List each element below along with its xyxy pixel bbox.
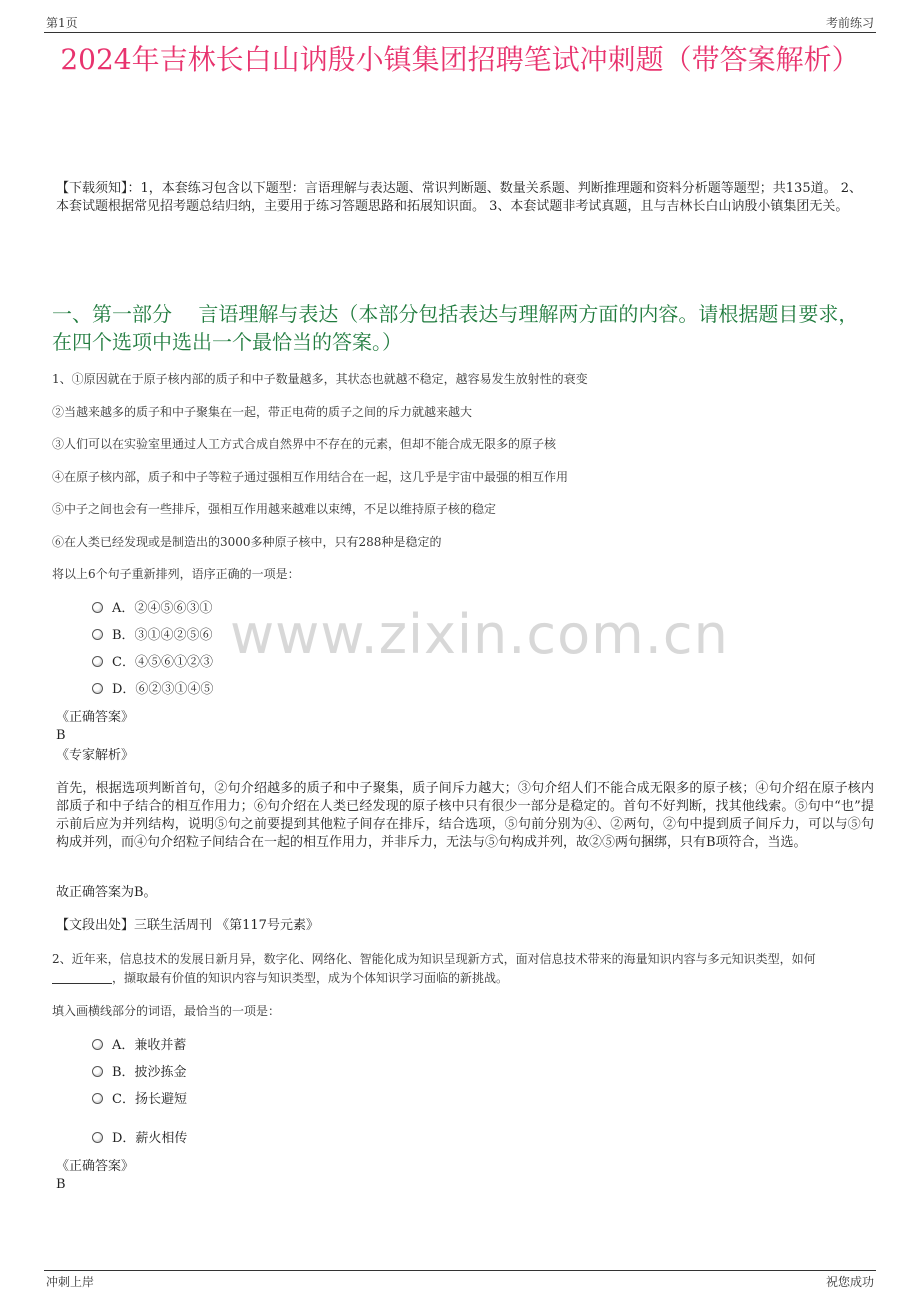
q2-answer-label: 《正确答案》 — [56, 1159, 135, 1174]
option-label: B．③①④②⑤⑥ — [112, 628, 213, 643]
q2-option-b[interactable] — [92, 1064, 187, 1082]
radio-icon[interactable] — [92, 683, 103, 694]
option-label: C．扬长避短 — [112, 1092, 187, 1107]
radio-icon[interactable] — [92, 629, 103, 640]
option-label: A．②④⑤⑥③① — [112, 601, 213, 616]
q2-prompt: 填入画横线部分的词语，最恰当的一项是： — [52, 1004, 281, 1018]
q1-sentence-5: ⑤中子之间也会有一些排斥，强相互作用越来越难以束缚，不足以维持原子核的稳定 — [52, 502, 497, 516]
footer-left: 冲刺上岸 — [46, 1275, 95, 1289]
q1-prompt: 将以上6个句子重新排列，语序正确的一项是： — [52, 567, 300, 581]
radio-icon[interactable] — [92, 1132, 103, 1143]
q1-conclusion: 故正确答案为B。 — [56, 885, 157, 900]
q2-option-a[interactable] — [92, 1037, 186, 1055]
option-label: A．兼收并蓄 — [112, 1038, 187, 1053]
q1-option-a[interactable] — [92, 600, 212, 618]
q1-option-b[interactable] — [92, 627, 213, 645]
radio-icon[interactable] — [92, 1093, 103, 1104]
q1-sentence-2: ②当越来越多的质子和中子聚集在一起，带正电荷的质子之间的斥力就越来越大 — [52, 405, 473, 419]
q1-sentence-6: ⑥在人类已经发现或是制造出的3000多种原子核中，只有288种是稳定的 — [52, 535, 442, 549]
radio-icon[interactable] — [92, 1039, 103, 1050]
q1-option-c[interactable] — [92, 654, 213, 672]
radio-icon[interactable] — [92, 1066, 103, 1077]
page-number: 第1页 — [46, 16, 78, 30]
watermark: www.zixin.com.cn — [230, 603, 729, 666]
q2-answer: B — [56, 1177, 66, 1192]
download-notice: 【下载须知】：1，本套练习包含以下题型：言语理解与表达题、常识判断题、数量关系题、判断推理题和资料分析题等题型；共135道。 2、本套试题根据常见招考题总结归纳，主要用于练习答题思路和拓展知识面。 3、本套试题非考试真题，且与吉林长白山讷殷小镇集团无关。 — [56, 181, 862, 214]
option-label: C．④⑤⑥①②③ — [112, 655, 213, 670]
radio-icon[interactable] — [92, 656, 103, 667]
q2-stem: 2、近年来，信息技术的发展日新月异，数字化、网络化、智能化成为知识呈现新方式，面对信息技术带来的海量知识内容与多元知识类型，如何，撷取最有价值的知识内容与知识类型，成为个体知识学习面临的新挑战。 — [52, 952, 816, 985]
radio-icon[interactable] — [92, 602, 103, 613]
q1-answer-label: 《正确答案》 — [56, 710, 135, 725]
section-title: 一、第一部分 言语理解与表达（本部分包括表达与理解两方面的内容。请根据题目要求，在四个选项中选出一个最恰当的答案。） — [52, 302, 859, 354]
q1-analysis-label: 《专家解析》 — [56, 748, 135, 763]
page-footer — [44, 1270, 876, 1289]
q1-stem: 1、①原因就在于原子核内部的质子和中子数量越多，其状态也就越不稳定，越容易发生放射性的衰变 — [52, 372, 588, 386]
option-label: D．⑥②③①④⑤ — [112, 682, 214, 697]
q1-analysis: 首先，根据选项判断首句，②句介绍越多的质子和中子聚集，质子间斥力越大；③句介绍人们不能合成无限多的原子核；④句介绍在原子核内部质子和中子结合的相互作用力；⑥句介绍在人类已经发现的原子核中只有很少一部分是稳定的。首句不好判断，找其他线索。⑤句中“也”提示前后应为并列结构，说明⑤句之前要提到其他粒子间存在排斥，结合选项，⑤句前分别为④、②两句，②句中提到质子间斥力，可以与⑤句构成并列，而④句介绍粒子间结合在一起的相互作用力，并非斥力，无法与⑤句构成并列，故②⑤两句捆绑，只有B项符合，当选。 — [56, 781, 874, 850]
page-header — [44, 14, 876, 33]
option-label: D．薪火相传 — [112, 1131, 188, 1146]
footer-right: 祝您成功 — [825, 1275, 874, 1289]
q1-sentence-3: ③人们可以在实验室里通过人工方式合成自然界中不存在的元素，但却不能合成无限多的原子核 — [52, 437, 557, 451]
q1-source: 【文段出处】三联生活周刊 《第117号元素》 — [56, 918, 319, 933]
q1-sentence-4: ④在原子核内部，质子和中子等粒子通过强相互作用结合在一起，这几乎是宇宙中最强的相互作用 — [52, 470, 569, 484]
q2-option-c[interactable] — [92, 1091, 187, 1109]
answer-blank — [52, 971, 112, 984]
q1-option-d[interactable] — [92, 681, 213, 699]
option-label: B．披沙拣金 — [112, 1065, 187, 1080]
header-label: 考前练习 — [825, 16, 874, 30]
q2-option-d[interactable] — [92, 1130, 187, 1148]
document-title: 2024年吉林长白山讷殷小镇集团招聘笔试冲刺题（带答案解析） — [60, 43, 860, 76]
q1-answer: B — [56, 728, 66, 743]
